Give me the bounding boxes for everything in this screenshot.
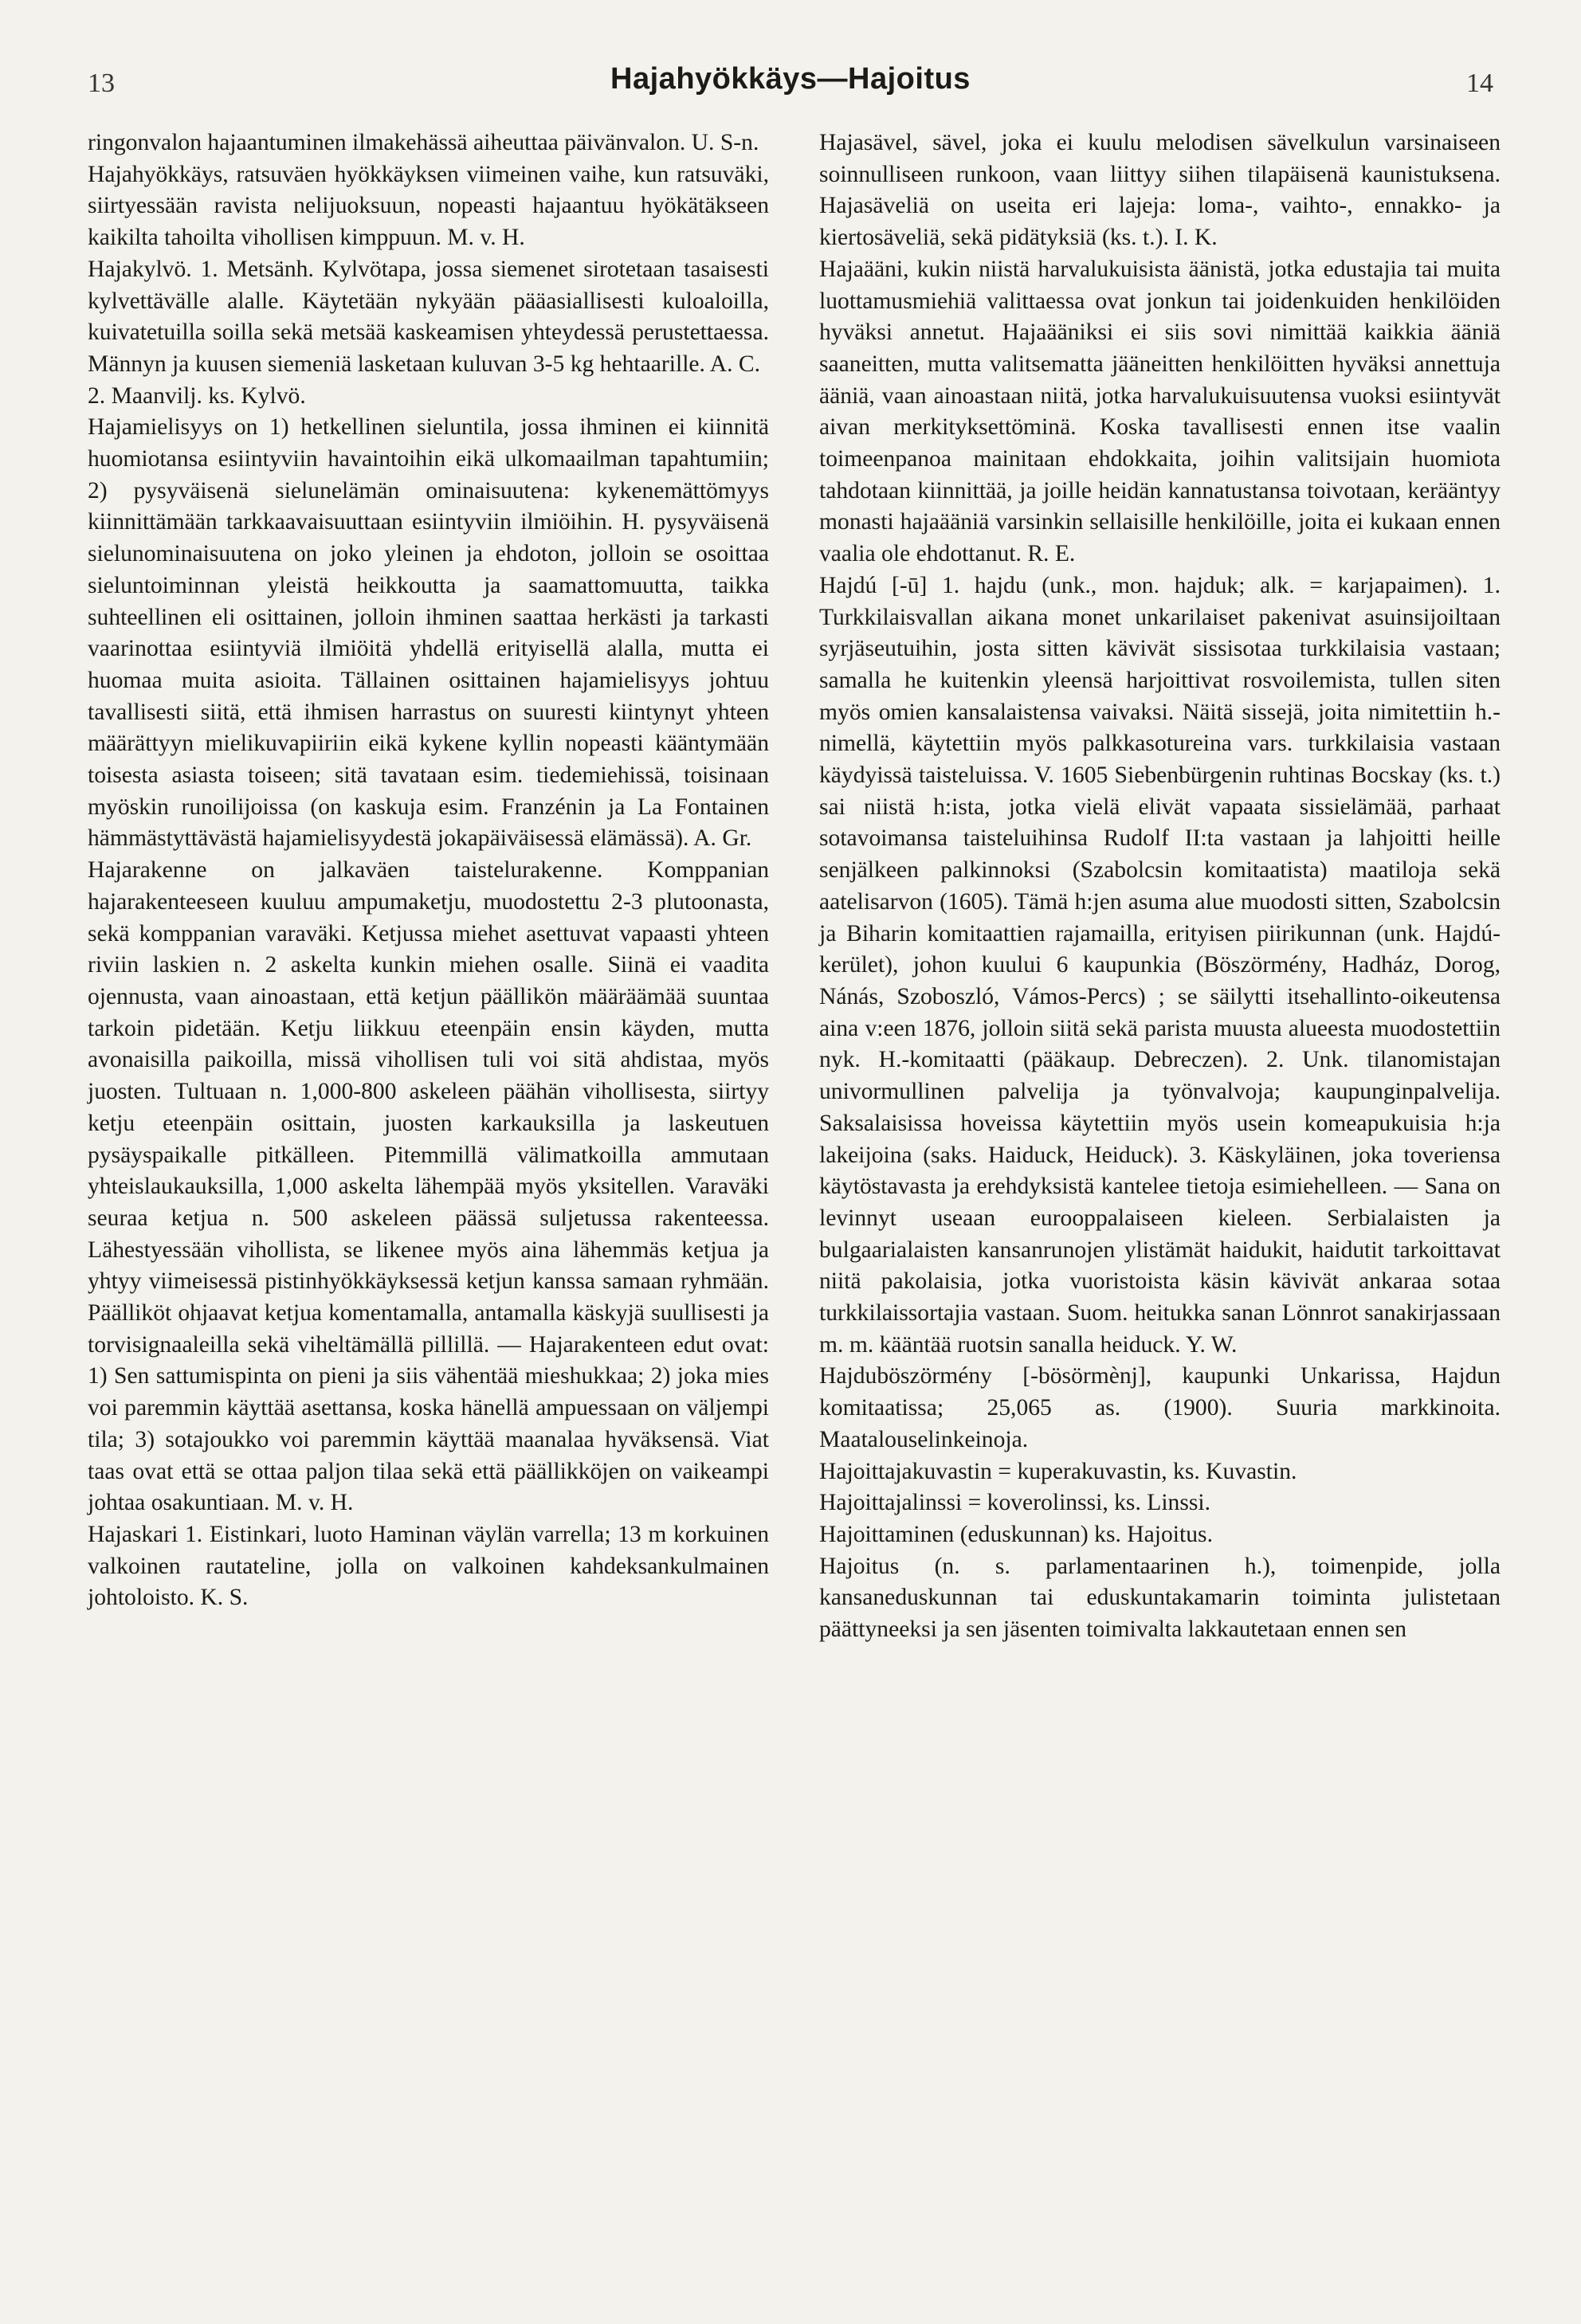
entry-paragraph: ringonvalon hajaantuminen ilmakehässä aiheuttaa päivänvalon. U. S-n. <box>88 130 759 155</box>
entry-hajoittaminen: Hajoittaminen (eduskunnan) ks. Hajoitus. <box>819 1521 1213 1547</box>
entry-hajaaani: Hajaääni, kukin niistä harvalukuisista äänistä, jotka edustajia tai muita luottamusmiehiä valittaessa ovat jonkun tai joidenkuiden henkilöiden hyväksi annetut. Hajaääniksi ei siis sovi nimittää kaikkia ääniä saaneitten, mutta valitsematta jääneitten henkilöitten hyväksi annettuja ääniä, vaan ainoastaan niitä, jotka harvalukuisuutensa vuoksi esiintyvät aivan merkityksettöminä. Koska tavallisesti ennen itse vaalin toimeenpanoa mainitaan ehdokkaita, joihin valitsijain huomiota tahdotaan kiinnittää, ja joille heidän kannatustansa toivotaan, kerääntyy monasti hajaääniä varsinkin sellaisille henkilöille, joita ei kukaan ennen vaalia ole ehdottanut. R. E. <box>819 256 1501 567</box>
entry-hajasavel: Hajasävel, sävel, joka ei kuulu melodisen sävelkulun varsinaiseen soinnulliseen runkoon, vaan liittyy siihen tilapäisenä kaunistuksena. Hajasäveliä on useita eri lajeja: loma-, vaihto-, ennakko- ja kiertosäveliä, sekä pidätyksiä (ks. t.). I. K. <box>819 130 1501 251</box>
entry-hajoittajalinssi: Hajoittajalinssi = koverolinssi, ks. Linssi. <box>819 1490 1210 1516</box>
page-number-left: 13 <box>88 69 115 98</box>
entry-hajaskari: Hajaskari 1. Eistinkari, luoto Haminan väylän varrella; 13 m korkuinen valkoinen rautateline, jolla on valkoinen kahdeksankulmainen johtoloisto. K. S. <box>88 1521 769 1611</box>
entry-hajdu: Hajdú [-ū] 1. hajdu (unk., mon. hajduk; alk. = karjapaimen). 1. Turkkilaisvallan aikana monet unkarilaiset pakenivat asuinsijoiltaan syrjäseutuihin, josta sitten kävivät sissisotaa turkkilaisia vastaan; samalla he kuitenkin yleensä harjoittivat rosvoilemista, tullen siten myös omien kansalaistensa vaivaksi. Näitä sissejä, joita nimitettiin h.-nimellä, käytettiin myös palkkasotureina vars. turkkilaisia vastaan käydyissä taisteluissa. V. 1605 Siebenbürgenin ruhtinas Bocskay (ks. t.) sai niistä h:ista, jotka vielä elivät vapaata sissielämää, parhaat sotavoimansa taisteluihinsa Rudolf II:ta vastaan ja lahjoitti heille senjälkeen palkinnoksi (Szabolcsin komitaatista) maatiloja sekä aatelisarvon (1605). Tämä h:jen asuma alue muodosti sitten, Szabolcsin ja Biharin komitaattien rajamailla, erityisen piirikunnan (unk. Hajdú-kerület), johon kuului 6 kaupunkia (Böszörmény, Hadház, Dorog, Nánás, Szoboszló, Vámos-Percs) ; se säilytti itsehallinto-oikeutensa aina v:een 1876, jolloin siitä sekä parista muusta alueesta muodostettiin nyk. H.-komitaatti (pääkaup. Debreczen). 2. Unk. tilanomistajan univormullinen palvelija ja työnvalvoja; kaupunginpalvelija. Saksalaisissa hoveissa käytettiin myös usein komeapukuisia h:ja lakeijoina (saks. Haiduck, Heiduck). 3. Käskyläinen, joka toveriensa käytöstavasta ja erehdyksistä kantelee tietoja esimiehelleen. — Sana on levinnyt useaan eurooppalaiseen kieleen. Serbialaisten ja bulgaarialaisten kansanrunojen ylistämät haidukit, haidutit tarkoittavat niitä pakolaisia, jotka vuoristoista käsin kävivät ankaraa sotaa turkkilaissortajia vastaan. Suom. heitukka sanan Lönnrot sanakirjassaan m. m. kääntää ruotsin sanalla heiduck. Y. W. <box>819 572 1501 1358</box>
entry-hajarakenne: Hajarakenne on jalkaväen taistelurakenne. Komppanian hajarakenteeseen kuuluu ampumaketju, muodostettu 2-3 plutoonasta, sekä komppanian varaväki. Ketjussa miehet asettuvat vapaasti yhteen riviin laskien n. 2 askelta kunkin miehen osalle. Siinä ei vaadita ojennusta, vaan ainoastaan, että ketjun päällikön määräämää suuntaa tarkoin pidetään. Ketju liikkuu eteenpäin ensin käyden, mutta avonaisilla paikoilla, missä vihollisen tuli voi sitä ahdistaa, myös juosten. Tultuaan n. 1,000-800 askeleen päähän vihollisesta, siirtyy ketju eteenpäin osittain, juosten karkauksilla ja laskeutuen pysäyspaikalle pitkälleen. Pitemmillä välimatkoilla ammutaan yhteislaukauksilla, 1,000 askelta lähempää myös yksitellen. Varaväki seuraa ketjua n. 500 askeleen päässä suljetussa rakenteessa. Lähestyessään vihollista, se likenee myös aina lähemmäs ketjua ja yhtyy viimeisessä pistinhyökkäyksessä ketjun kanssa samaan ryhmään. Päälliköt ohjaavat ketjua komentamalla, antamalla käskyjä suullisesti ja torvisignaaleilla sekä viheltämällä pillillä. — Hajarakenteen edut ovat: 1) Sen sattumispinta on pieni ja siis vähentää mieshukkaa; 2) joka mies voi paremmin käyttää asettansa, koska hänellä ampuessaan on väljempi tila; 3) sotajoukko voi paremmin käyttää maanalaa hyväksensä. Viat taas ovat että se ottaa paljon tilaa sekä että päällikköjen on vaikeampi johtaa osakuntiaan. M. v. H. <box>88 857 769 1516</box>
entry-hajamielisyys: Hajamielisyys on 1) hetkellinen sieluntila, jossa ihminen ei kiinnitä huomiotansa esiintyviin havaintoihin eikä ulkomaailman tapahtumiin; 2) pysyväisenä sielunelämän ominaisuutena: kykenemättömyys kiinnittämään tarkkaavaisuuttaan esiintyviin ilmiöihin. H. pysyväisenä sielunominaisuutena on joko yleinen ja ehdoton, jolloin se osoittaa sieluntoiminnan yleistä heikkoutta ja saamattomuutta, taikka suhteellinen eli osittainen, jolloin ihminen saattaa herkästi ja tarkasti vaarinottaa esiintyviä ilmiöitä yhdellä erityisellä alalla, mutta ei huomaa muita asioita. Tällainen osittainen hajamielisyys johtuu tavallisesti siitä, että ihmisen harrastus on suuresti kiintynyt yhteen määrättyyn mielikuvapiiriin eikä kykene kyllin nopeasti kääntymään toisesta asiasta toiseen; sitä tavataan esim. tiedemiehissä, toisinaan myöskin runoilijoissa (on kaskuja esim. Franzénin ja La Fontainen hämmästyttävästä hajamielisyydestä jokapäiväisessä elämässä). A. Gr. <box>88 414 769 852</box>
entry-hajakylvo: Hajakylvö. 1. Metsänh. Kylvötapa, jossa siemenet sirotetaan tasaisesti kylvettävälle alalle. Käytetään nykyään pääasiallisesti kuloaloilla, kuivatetuilla soilla sekä metsää kaskeamisen yhteydessä perustettaessa. Männyn ja kuusen siemeniä lasketaan kuluvan 3-5 kg hehtaarille. A. C. <box>88 256 769 377</box>
page-number-right: 14 <box>1466 69 1493 98</box>
entry-hajduboszormeny: Hajduböszörmény [-bösörmènj], kaupunki Unkarissa, Hajdun komitaatissa; 25,065 as. (1900). Suuria markkinoita. Maatalouselinkeinoja. <box>819 1363 1501 1452</box>
right-column <box>819 127 1501 1646</box>
page-header <box>88 62 1493 110</box>
entry-hajoitus: Hajoitus (n. s. parlamentaarinen h.), toimenpide, jolla kansaneduskunnan tai eduskuntakamarin toiminta julistetaan päättyneeksi ja sen jäsenten toimivalta lakkautetaan ennen sen <box>819 1553 1501 1643</box>
entry-hajahyokkays: Hajahyökkäys, ratsuväen hyökkäyksen viimeinen vaihe, kun ratsuväki, siirtyessään ravista nelijuoksuun, nopeasti hajaantuu hyökätäkseen kaikilta tahoilta vihollisen kimppuun. M. v. H. <box>88 161 769 251</box>
running-title: Hajahyökkäys—Hajoitus <box>610 62 971 96</box>
entry-hajoittajakuvastin: Hajoittajakuvastin = kuperakuvastin, ks. Kuvastin. <box>819 1458 1297 1484</box>
left-column <box>88 127 769 1614</box>
entry-hajakylvo-2: 2. Maanvilj. ks. Kylvö. <box>88 382 306 409</box>
